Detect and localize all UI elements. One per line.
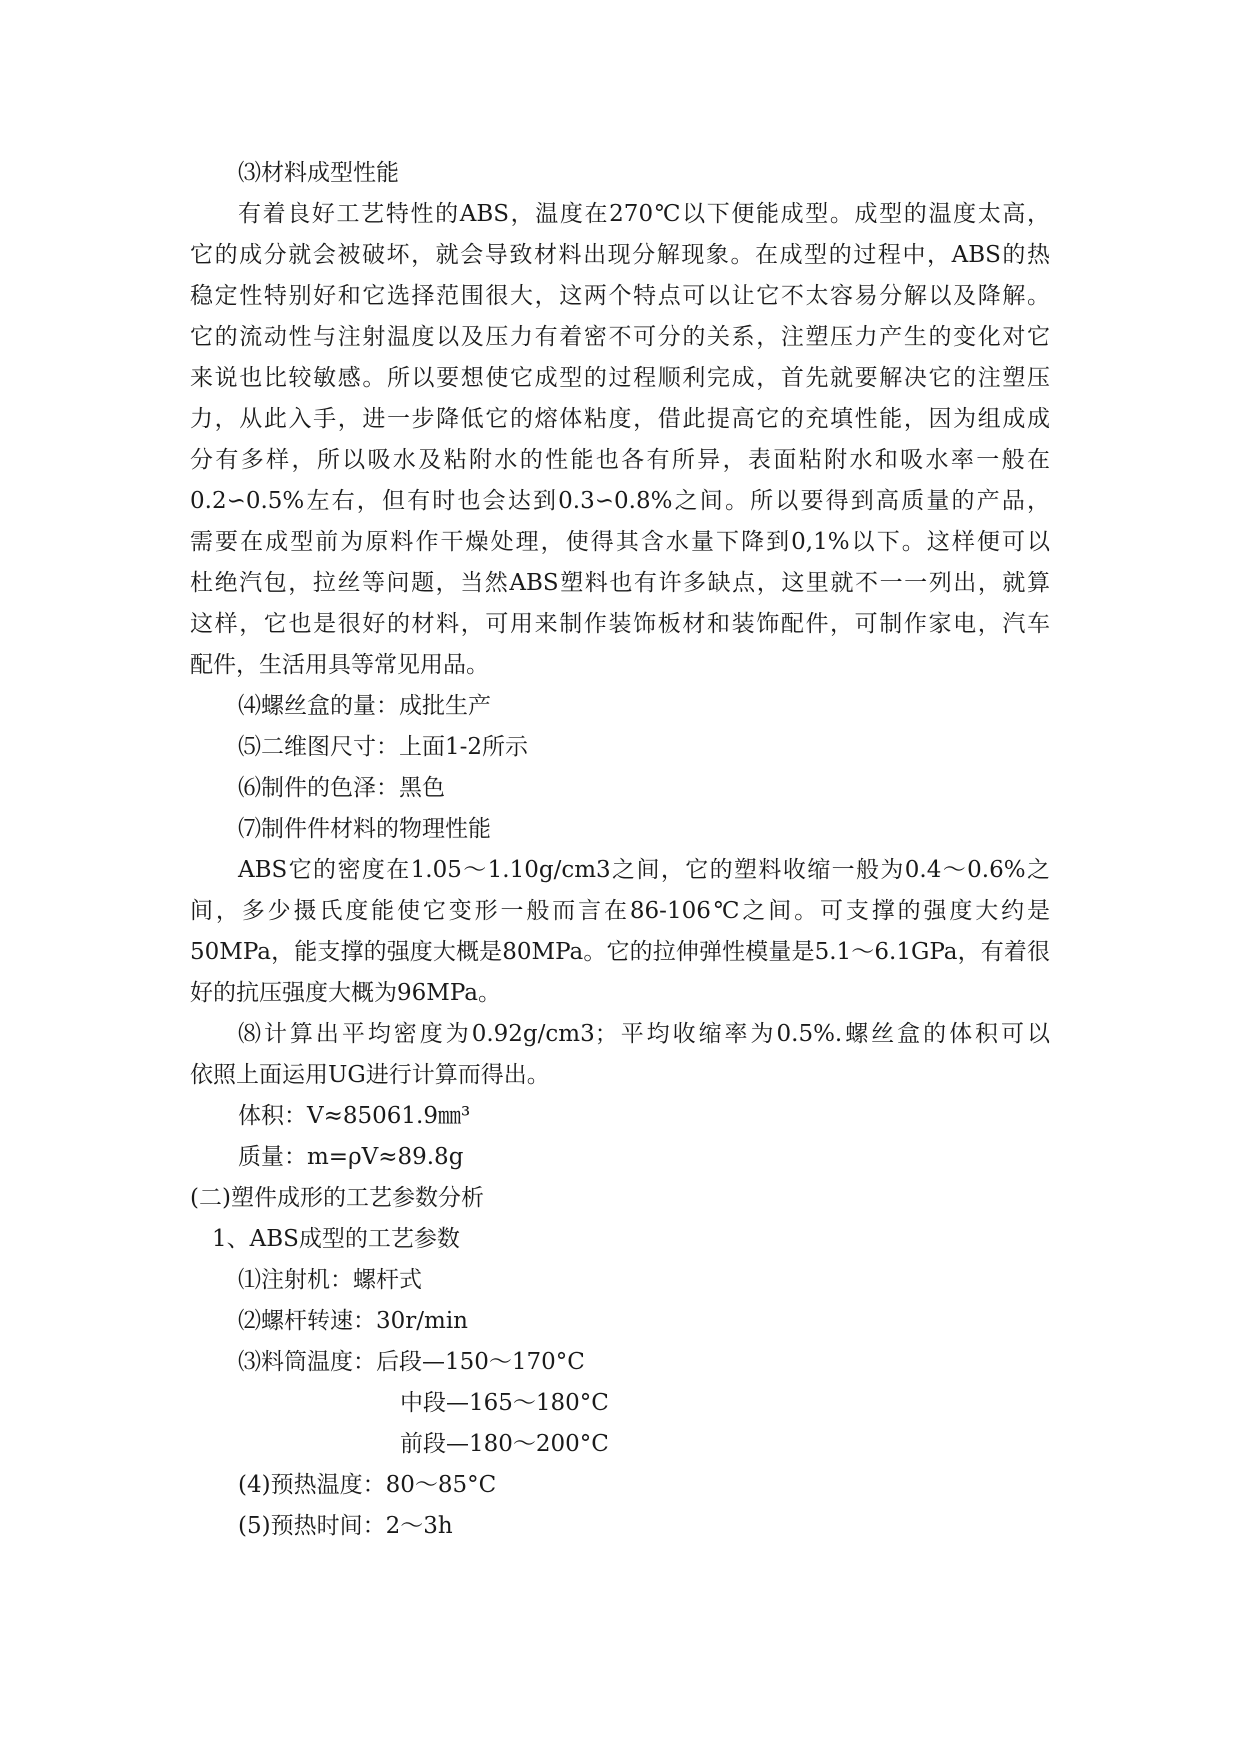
mass-value: 质量：m=ρV≈89.8g	[238, 1144, 464, 1170]
paragraph-line: ⑻计算出平均密度为0.92g/cm3；平均收缩率为0.5%.螺丝盒的体积可以	[238, 1021, 1050, 1047]
paragraph-line: 需要在成型前为原料作干燥处理，使得其含水量下降到0,1%以下。这样便可以	[190, 529, 1050, 555]
paragraph-line: 好的抗压强度大概为96MPa。	[190, 980, 501, 1006]
paragraph-line: 来说也比较敏感。所以要想使它成型的过程顺利完成，首先就要解决它的注塑压	[190, 365, 1050, 391]
param-preheat-temp: (4)预热温度：80～85°C	[238, 1472, 497, 1498]
paragraph-line: 力，从此入手，进一步降低它的熔体粘度，借此提高它的充填性能，因为组成成	[190, 406, 1050, 432]
paragraph-line: 依照上面运用UG进行计算而得出。	[190, 1062, 550, 1088]
list-item-dimensions: ⑸二维图尺寸：上面1-2所示	[238, 734, 529, 760]
volume-value: 体积：V≈85061.9㎜³	[238, 1103, 471, 1129]
param-barrel-temp-middle: 中段—165～180°C	[400, 1390, 609, 1416]
paragraph-line: 杜绝汽包，拉丝等问题，当然ABS塑料也有许多缺点，这里就不一一列出，就算	[190, 570, 1050, 596]
paragraph-line: 有着良好工艺特性的ABS，温度在270℃以下便能成型。成型的温度太高，	[238, 201, 1050, 227]
paragraph-line: 间，多少摄氏度能使它变形一般而言在86-106℃之间。可支撑的强度大约是	[190, 898, 1050, 924]
paragraph-line: 配件，生活用具等常见用品。	[190, 652, 489, 678]
list-item-color: ⑹制件的色泽：黑色	[238, 775, 445, 801]
paragraph-line: 这样，它也是很好的材料，可用来制作装饰板材和装饰配件，可制作家电，汽车	[190, 611, 1050, 637]
param-preheat-time: (5)预热时间：2～3h	[238, 1513, 453, 1539]
paragraph-line: ABS它的密度在1.05～1.10g/cm3之间，它的塑料收缩一般为0.4～0.6%之	[238, 857, 1050, 883]
subsection-heading: 1、ABS成型的工艺参数	[212, 1226, 460, 1252]
paragraph-line: 稳定性特别好和它选择范围很大，这两个特点可以让它不太容易分解以及降解。	[190, 283, 1050, 309]
param-injection-machine: ⑴注射机：螺杆式	[238, 1267, 422, 1293]
paragraph-line: 分有多样，所以吸水及粘附水的性能也各有所异，表面粘附水和吸水率一般在	[190, 447, 1050, 473]
param-barrel-temp-rear: ⑶料筒温度：后段—150～170°C	[238, 1349, 585, 1375]
paragraph-line: 它的成分就会被破坏，就会导致材料出现分解现象。在成型的过程中，ABS的热	[190, 242, 1050, 268]
list-item-quantity: ⑷螺丝盒的量：成批生产	[238, 693, 491, 719]
list-item-physical-properties: ⑺制件件材料的物理性能	[238, 816, 491, 842]
section-heading: (二)塑件成形的工艺参数分析	[190, 1185, 484, 1211]
paragraph-line: 0.2∽0.5%左右，但有时也会达到0.3∽0.8%之间。所以要得到高质量的产品，	[190, 488, 1050, 514]
param-barrel-temp-front: 前段—180～200°C	[400, 1431, 609, 1457]
paragraph-line: 50MPa，能支撑的强度大概是80MPa。它的拉伸弹性模量是5.1～6.1GPa，有着很	[190, 939, 1050, 965]
heading-material-molding: ⑶材料成型性能	[238, 160, 399, 186]
param-screw-speed: ⑵螺杆转速：30r/min	[238, 1308, 468, 1334]
paragraph-line: 它的流动性与注射温度以及压力有着密不可分的关系，注塑压力产生的变化对它	[190, 324, 1050, 350]
